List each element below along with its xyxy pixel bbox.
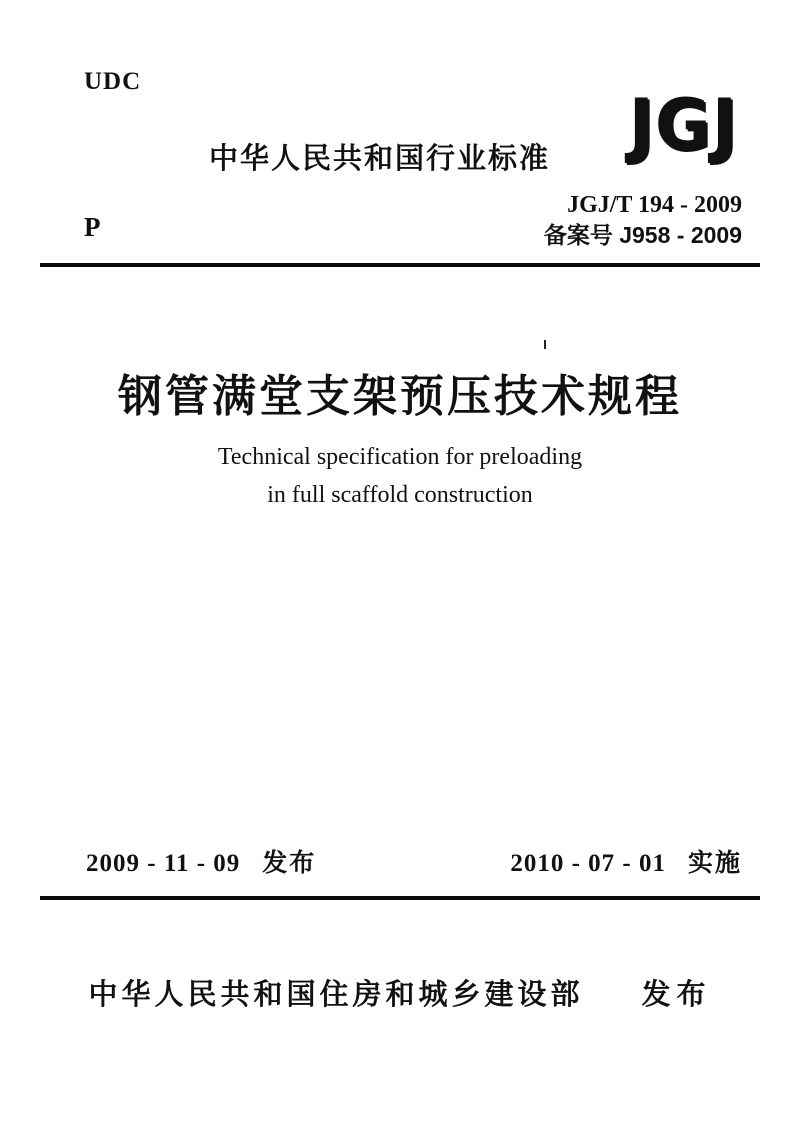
footer-divider-rule [40, 896, 760, 900]
title-english-line2: in full scaffold construction [267, 482, 533, 508]
standard-number: JGJ/T 194 - 2009 [567, 192, 742, 218]
publisher-row [0, 972, 800, 1013]
title-english [0, 438, 800, 514]
record-number: 备案号 J958 - 2009 [543, 222, 742, 248]
scan-artifact-tick [544, 340, 546, 349]
implementation-label: 实施 [687, 849, 742, 877]
title-english-line1: Technical specification for preloading [217, 444, 583, 470]
standard-type-heading: 中华人民共和国行业标准 [209, 143, 551, 175]
implementation-date-group [510, 843, 742, 879]
classification-code: P [84, 212, 101, 242]
jgj-logo: JGJ [628, 84, 738, 167]
issue-date-group [86, 843, 316, 879]
header-divider-rule [40, 263, 760, 267]
implementation-date: 2010 - 07 - 01 [510, 850, 666, 877]
publisher-name: 中华人民共和国住房和城乡建设部 [88, 979, 584, 1011]
standard-numbers [544, 190, 742, 250]
udc-label: UDC [84, 68, 142, 95]
dates-row [86, 843, 742, 879]
publisher-action-label: 发布 [641, 979, 712, 1011]
title-chinese: 钢管满堂支架预压技术规程 [118, 372, 682, 421]
issue-date: 2009 - 11 - 09 [86, 850, 241, 877]
issue-label: 发布 [262, 849, 317, 877]
